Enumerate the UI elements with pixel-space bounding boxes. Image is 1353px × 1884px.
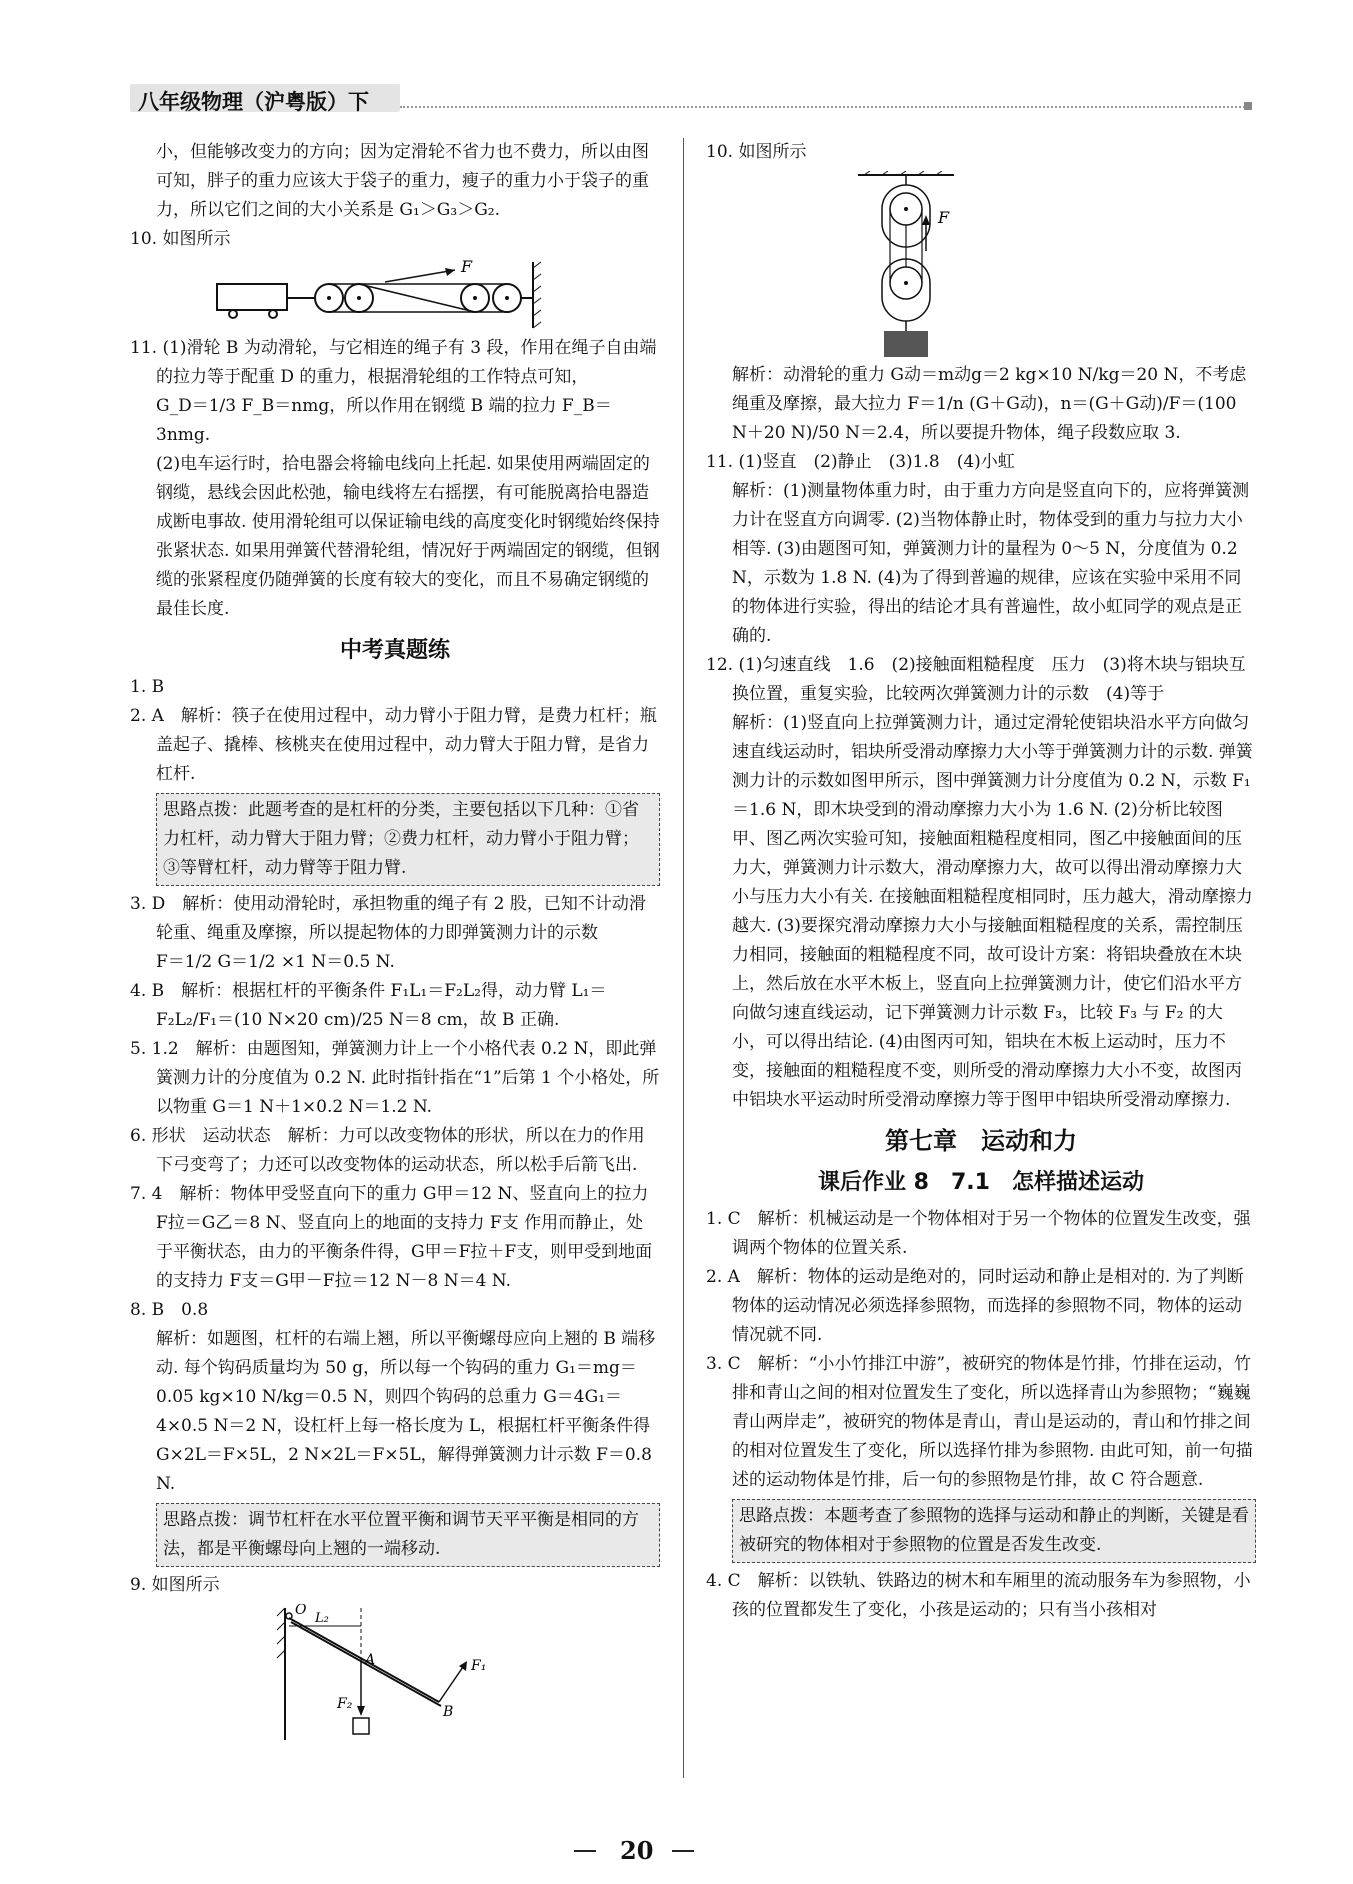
label-b: B [443,1704,454,1720]
label-f1: F₁ [471,1658,487,1674]
page-number: 20 [620,1836,654,1865]
label-l2: L₂ [315,1611,329,1626]
force-label-f: F [461,258,473,276]
exam-answer-2: 2. A 解析：筷子在使用过程中，动力臂小于阻力臂，是费力杠杆；瓶盖起子、撬棒、核桃夹在使用过程中，动力臂大于阻力臂，是省力杠杆. [130,706,657,784]
lesson-title: 课后作业 8 7.1 怎样描述运动 [818,1170,1144,1195]
lesson-answer-1: 1. C 解析：机械运动是一个物体相对于另一个物体的位置发生改变，强调两个物体的位置关系. [706,1209,1251,1258]
exam-answer-5: 5. 1.2 解析：由题图知，弹簧测力计上一个小格代表 0.2 N，即此弹簧测力计的分度值为 0.2 N. 此时指针指在“1”后第 1 个小格处，所以物重 G＝1 N＋1×0.2 N＝1.2 N. [130,1039,660,1117]
answer-11-formula: G_D＝1/3 F_B＝nmg，所以作用在钢缆 B 端的拉力 F_B＝3nmg. [156,396,612,445]
exam-answer-9-label: 9. 如图所示 [130,1575,220,1595]
page-number-dash-right [672,1850,694,1852]
tip-box-2: 思路点拨：调节杠杆在水平位置平衡和调节天平平衡是相同的方法，都是平衡螺母向上翘的一端移动. [156,1503,660,1567]
column-divider [683,138,684,1778]
exam-answer-3-formula: F＝1/2 G＝1/2 ×1 N＝0.5 N. [156,952,395,972]
tip-box-1: 思路点拨：此题考查的是杠杆的分类，主要包括以下几种：①省力杠杆，动力臂大于阻力臂；②费力杠杆，动力臂小于阻力臂；③等臂杠杆，动力臂等于阻力臂. [156,793,660,886]
left-column [130,138,660,1748]
header-marker [1244,102,1252,110]
car-pulley-figure [215,258,575,330]
force-label-f-right: F [938,208,950,227]
answer-11-part2: (2)电车运行时，拾电器会将输电线向上托起. 如果使用两端固定的钢缆，悬线会因此松弛，输电线将左右摇摆，有可能脱离拾电器造成断电事故. 使用滑轮组可以保证输电线的高度变化时钢缆始终保持张紧状态. 如果用弹簧代替滑轮组，情况好于两端固定的钢缆，但钢缆的张紧程度仍随弹簧的长度有较大的变化，而且不易确定钢缆的最佳长度. [156,454,660,619]
book-title: 八年级物理（沪粤版）下 [138,90,369,114]
running-header [130,84,1252,114]
answer-10-explain: 解析：动滑轮的重力 G动＝m动g＝2 kg×10 N/kg＝20 N，不考虑绳重及摩擦，最大拉力 F＝1/n (G＋G动)，n＝(G＋G动)/F＝(100 N＋20 N)/50 N＝2.4，所以要提升物体，绳子段数应取 3. [732,365,1247,443]
right-column [706,138,1256,1625]
answer-10-label: 10. 如图所示 [130,229,231,249]
pulley-block-figure [846,171,966,357]
section-title: 中考真题练 [339,638,450,663]
exam-answer-6: 6. 形状 运动状态 解析：力可以改变物体的形状，所以在力的作用下弓变弯了；力还可以改变物体的运动状态，所以松手后箭飞出. [130,1126,645,1175]
lesson-answer-4: 4. C 解析：以铁轨、铁路边的树木和车厢里的流动服务车为参照物，小孩的位置都发生了变化，小孩是运动的；只有当小孩相对 [706,1571,1251,1620]
exam-answer-3: 3. D 解析：使用动滑轮时，承担物重的绳子有 2 股，已知不计动滑轮重、绳重及摩擦，所以提起物体的力即弹簧测力计的示数 [130,894,646,943]
exam-answer-1: 1. B [130,677,165,697]
answer-12-explain: 解析：(1)竖直向上拉弹簧测力计，通过定滑轮使铝块沿水平方向做匀速直线运动时，铝块所受滑动摩擦力大小等于弹簧测力计的示数. 弹簧测力计的示数如图甲所示，图中弹簧测力计分度值为 0.2 N，示数 F₁＝1.6 N，即木块受到的滑动摩擦力大小为 1.6 N. (2)分析比较图甲、图乙两次实验可知，接触面粗糙程度相同，图乙中接触面间的压力大，弹簧测力计示数大，滑动摩擦力大，故可以得出滑动摩擦力大小与压力大小有关. 在接触面粗糙程度相同时，压力越大，滑动摩擦力越大. (3)要探究滑动摩擦力大小与接触面粗糙程度的关系，需控制压力相同，接触面的粗糙程度不同，故可设计方案：将铝块叠放在木块上，然后放在水平木板上，竖直向上拉弹簧测力计，使它们沿水平方向做匀速直线运动，记下弹簧测力计示数 F₃，比较 F₃ 与 F₂ 的大小，可以得出结论. (4)由图丙可知，铝块在木板上运动时，压力不变，接触面的粗糙程度不变，则所受的滑动摩擦力大小不变，故图丙中铝块水平运动时所受滑动摩擦力等于图甲中铝块所受滑动摩擦力. [732,713,1253,1110]
answer-9-continued: 小，但能够改变力的方向；因为定滑轮不省力也不费力，所以由图可知，胖子的重力应该大于袋子的重力，瘦子的重力小于袋子的重力，所以它们之间的大小关系是 G₁＞G₃＞G₂. [156,142,649,220]
chapter-title: 第七章 运动和力 [885,1127,1077,1155]
header-rule [400,106,1252,108]
label-a: A [365,1652,376,1668]
lesson-answer-3: 3. C 解析：“小小竹排江中游”，被研究的物体是竹排，竹排在运动，竹排和青山之间的相对位置发生了变化，所以选择青山为参照物；“巍巍青山两岸走”，被研究的物体是青山，青山是运动的，青山和竹排之间的相对位置发生了变化，所以选择竹排为参照物. 由此可知，前一句描述的运动物体是竹排，后一句的参照物是竹排，故 C 符合题意. [706,1354,1253,1490]
label-f2: F₂ [337,1696,353,1712]
answer-12: 12. (1)匀速直线 1.6 (2)接触面粗糙程度 压力 (3)将木块与铝块互换位置，重复实验，比较两次弹簧测力计的示数 (4)等于 [706,655,1246,704]
label-o: O [295,1604,307,1618]
answer-11: 11. (1)竖直 (2)静止 (3)1.8 (4)小虹 [706,452,1015,472]
tip-box-3: 思路点拨：本题考查了参照物的选择与运动和静止的判断，关键是看被研究的物体相对于参照物的位置是否发生改变. [732,1499,1256,1563]
lever-figure [265,1604,525,1744]
lesson-answer-2: 2. A 解析：物体的运动是绝对的，同时运动和静止是相对的. 为了判断物体的运动情况必须选择参照物，而选择的参照物不同，物体的运动情况就不同. [706,1267,1244,1345]
exam-answer-4: 4. B 解析：根据杠杆的平衡条件 F₁L₁＝F₂L₂得，动力臂 L₁＝F₂L₂/F₁＝(10 N×20 cm)/25 N＝8 cm，故 B 正确. [130,981,607,1030]
exam-answer-8: 8. B 0.8 [130,1300,209,1320]
answer-11-part1: 11. (1)滑轮 B 为动滑轮，与它相连的绳子有 3 段，作用在绳子自由端的拉力等于配重 D 的重力，根据滑轮组的工作特点可知， [130,338,657,387]
answer-10-label-right: 10. 如图所示 [706,142,807,162]
exam-answer-8-explain: 解析：如题图，杠杆的右端上翘，所以平衡螺母应向上翘的 B 端移动. 每个钩码质量均为 50 g，所以每一个钩码的重力 G₁＝mg＝0.05 kg×10 N/kg＝0.5 N，则四个钩码的总重力 G＝4G₁＝4×0.5 N＝2 N，设杠杆上每一格长度为 L，根据杠杆平衡条件得 G×2L＝F×5L，2 N×2L＝F×5L，解得弹簧测力计示数 F＝0.8 N. [156,1329,656,1494]
page-number-dash-left [574,1850,596,1852]
answer-11-explain: 解析：(1)测量物体重力时，由于重力方向是竖直向下的，应将弹簧测力计在竖直方向调零. (2)当物体静止时，物体受到的重力与拉力大小相等. (3)由题图可知，弹簧测力计的量程为 0～5 N，分度值为 0.2 N，示数为 1.8 N. (4)为了得到普遍的规律，应该在实验中采用不同的物体进行实验，得出的结论才具有普遍性，故小虹同学的观点是正确的. [732,481,1250,646]
exam-answer-7: 7. 4 解析：物体甲受竖直向下的重力 G甲＝12 N、竖直向上的拉力 F拉＝G乙＝8 N、竖直向上的地面的支持力 F支 作用而静止，处于平衡状态，由力的平衡条件得，G甲＝F拉＋F支，则甲受到地面的支持力 F支＝G甲－F拉＝12 N－8 N＝4 N. [130,1184,653,1291]
